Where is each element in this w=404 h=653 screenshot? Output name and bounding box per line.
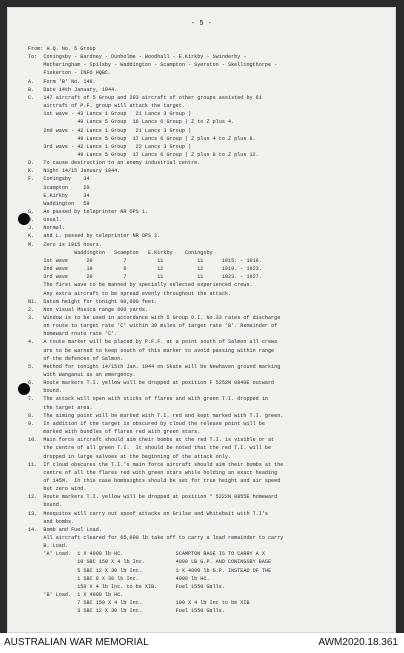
text-line: 49 Lancs 5 Group 17 Lancs 6 Group ) Z plus 4 to Z plus 8.: [28, 135, 256, 142]
text-line: 'B' Load. 1 X 4000 lb HC.: [28, 592, 124, 599]
text-line: 5 SBC 12 X 30 lb Inc. 1 X 4000 lb G.P. INSTEAD OF THE: [28, 567, 272, 574]
text-line: B. Load.: [28, 543, 68, 550]
page-number: - 5 -: [190, 20, 212, 28]
text-line: D. To cause destruction to an enemy industrial centre.: [28, 160, 201, 167]
text-line: aircraft of P.F. group will attack the target.: [28, 103, 185, 110]
text-line: 9. In addition if the target is obscured by cloud the release point will be: [28, 420, 265, 427]
footer-accession-number: AWM2020.18.361: [318, 637, 398, 648]
text-line: 7 SBC 150 X 4 lb Inc. 100 X 4 lb Inc to be XIB: [28, 600, 250, 607]
text-line: N1. Datum height for tonight 90,000 feet.: [28, 298, 158, 305]
text-line: Any extra aircraft to be spread evenly throughout the attack.: [28, 290, 232, 297]
text-line: 10. Main force aircraft should aim their bombs at the red T.I. is visible or at: [28, 437, 275, 444]
text-line: G. As passed by teleprinter NR OPS 1.: [28, 209, 148, 215]
text-line: but zero wind.: [28, 486, 87, 493]
text-line: 12. Route markers T.I. yellow will be dropped at position * 5222N 0855E homeward: [28, 494, 278, 501]
text-line: 6. Route markers T.I. yellow will be dropped at position F 5252N 0840E outward: [28, 380, 275, 387]
text-line: the centre of all green T.I. It should be noted that the red T.I. will be: [28, 445, 272, 452]
text-line: on route to target rate 'C' within 30 miles of target rate 'B'. Remainder of: [28, 323, 278, 330]
text-line: K. Night 14/15 January 1944.: [28, 168, 121, 175]
text-line: 13. Mosquitos will carry out spoof attacks on Grilse and Whitebait with T.I's: [28, 510, 268, 517]
text-line: 'A' Load. 1 X 4000 lb HC. SCAMPTON BASE IS TO CARRY A X: [28, 551, 265, 558]
text-line: H. Usual.: [28, 217, 62, 224]
text-line: 1st wave 20 7 11 11 1915. - 1919.: [28, 257, 262, 264]
text-line: To: Coningsby - Bardney - Dunholme - Woodhall - E.Kirkby - Swinderby -: [28, 54, 247, 61]
text-line: 3rd wave 20 7 11 11 1923. - 1927.: [28, 274, 262, 281]
text-line: Waddington Scampton E.Kirkby Coningsby: [28, 249, 213, 256]
text-line: 7. The attack will open with sticks of flares and with green T.I. dropped in: [28, 396, 268, 403]
text-line: 4. A route marker will be placed by P.F.F. at a point south of Salmon all crews: [28, 339, 278, 346]
text-line: 8. The aiming point will be marked with T.I. red and kept marked with T.I. green.: [28, 412, 284, 419]
text-line: 1st wave - 43 Lancs 1 Group 21 Lancs 3 Group ): [28, 111, 192, 118]
text-line: The first wave to be manned by specially selected experienced crews.: [28, 282, 253, 289]
text-line: C. 147 aircraft of 5 Group and 293 aircraft of other groups assisted by 61: [28, 94, 262, 101]
text-line: All aircraft cleared for 65,000 lb take off to carry a load remainder to carry: [28, 535, 284, 541]
footer-bar: [0, 633, 404, 653]
footer-credit: AUSTRALIAN WAR MEMORIAL: [4, 637, 149, 648]
text-line: J. Normal.: [28, 225, 65, 232]
text-line: Fiskerton - INFO HQBC.: [28, 70, 112, 77]
text-line: 49 Lancs 5 Group 16 Lancs 6 Group ) Z to Z plus 4.: [28, 119, 235, 126]
document-page: [7, 7, 396, 633]
text-line: 150 X 4 lb Inc. to be XIB. Fuel 1550 Galls.: [28, 583, 225, 590]
text-line: 2nd wave 19 6 12 12 1919. - 1923.: [28, 266, 262, 273]
text-line: of the defences of Salmon.: [28, 355, 124, 362]
text-line: of 145M. In this case bombsights should be set for true height and air speed: [28, 477, 281, 484]
text-line: B. Date 14th January, 1944.: [28, 86, 118, 93]
text-line: 5. Method for tonight 14/15th Jan. 1944 on Skate will be Newhaven ground marking: [28, 363, 281, 370]
text-line: 2. Non visual Musica range 600 yards.: [28, 306, 148, 313]
text-line: bound.: [28, 388, 62, 395]
text-line: 3. Window is to be used in accordance with 5 Group O.I. No.33 rates of discharge: [28, 314, 281, 321]
text-line: Metheringham - Spilsby - Waddington - Scampton - Syerston - Skellingthorpe -: [28, 62, 278, 69]
text-line: K. and L. passed by teleprinter NR OPS 2.: [28, 233, 161, 240]
text-line: and bombs.: [28, 518, 75, 525]
text-line: A. Form 'B' No. 148.: [28, 78, 96, 85]
text-line: 2nd wave - 42 Lancs 1 Group 21 Lancs 3 Group ): [28, 127, 192, 134]
text-line: 10 SBC 150 X 4 lb Inc. 4000 LB G.P. AND CONINGSBY BASE: [28, 559, 272, 566]
text-line: M. Zero is 1915 hours.: [28, 241, 102, 248]
text-line: centre of all the flares red with green stars while holding an exact heading: [28, 469, 278, 476]
text-line: are to be warned to keep south of this marker to avoid passing within range: [28, 347, 275, 354]
text-line: F. Coningsby 34: [28, 176, 90, 183]
text-line: 49 Lancs 5 Group 17 Lancs 6 Group ) Z plus 8 to Z plus 12.: [28, 151, 259, 158]
text-line: From: H.Q. No. 5 Group: [28, 46, 96, 52]
text-line: bound.: [28, 502, 62, 509]
text-line: 3 SBC 12 X 30 lb Inc. Fuel 1550 Galls.: [28, 608, 225, 615]
text-line: homeward route rate 'C'.: [28, 331, 118, 338]
text-line: with Wanganui as an emergency.: [28, 372, 136, 378]
text-line: Waddington 59: [28, 200, 90, 207]
text-line: the target area.: [28, 404, 93, 411]
text-line: Scampton 20: [28, 184, 90, 191]
text-line: 11. If cloud obscures the T.I.'s main force aircraft should aim their bombs at the: [28, 461, 284, 468]
text-line: E.Kirkby 34: [28, 192, 90, 199]
text-line: 1 SBC 8 X 30 lb Inc. 4000 lb HC.: [28, 575, 210, 582]
text-line: dropped in large salvoes at the beginning of the attack only.: [28, 453, 232, 460]
text-line: marked with bundles of flares red with green stars.: [28, 429, 201, 436]
text-line: 3rd wave - 42 Lancs 1 Group 22 Lancs 3 Group ): [28, 143, 192, 150]
text-line: 14. Bomb and Fuel Load.: [28, 526, 102, 533]
